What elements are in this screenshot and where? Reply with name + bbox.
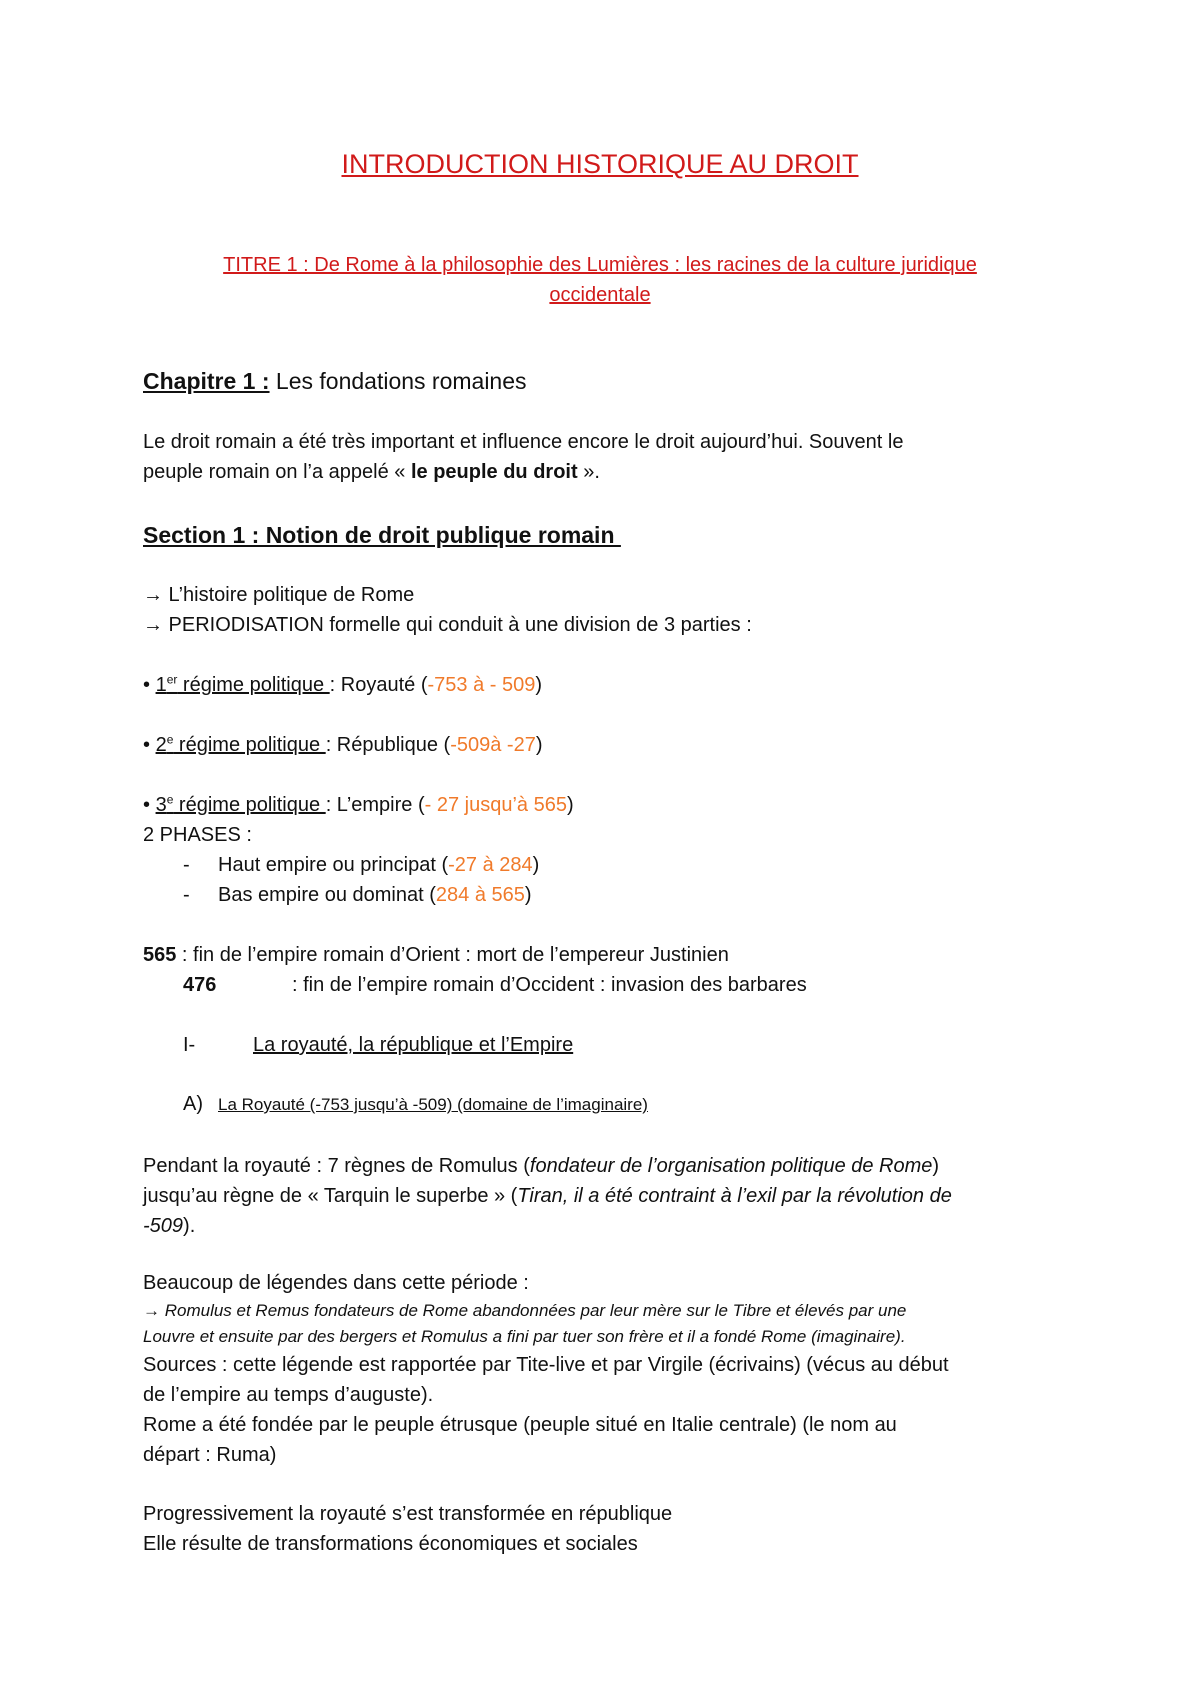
phase-1-dates: -27 à 284: [448, 854, 533, 876]
titre1-line1: TITRE 1 : De Rome à la philosophie des Lumières : les racines de la culture juridique: [223, 254, 977, 276]
bullet: •: [143, 674, 156, 696]
regime-2-dates: -509à -27: [450, 734, 536, 756]
sources-line3: Rome a été fondée par le peuple étrusque (peuple situé en Italie centrale) (le nom au: [143, 1414, 897, 1436]
chapter-text: Les fondations romaines: [269, 368, 527, 394]
regime-3-dates: - 27 jusqu’à 565: [424, 794, 567, 816]
heading-I-num: I-: [183, 1034, 196, 1056]
regime-3: • 3e régime politique : L’empire (- 27 jusqu’à 565): [143, 792, 574, 816]
fin-476: [183, 970, 216, 1000]
chapter-heading: [143, 364, 527, 398]
pendant-line2: jusqu’au règne de « Tarquin le superbe » (Tiran, il a été contraint à l’exil par la révolution de: [143, 1185, 952, 1207]
bullet: •: [143, 794, 156, 816]
sources-line2: de l’empire au temps d’auguste).: [143, 1384, 434, 1406]
regime-2-label: 2e régime politique: [155, 732, 326, 756]
intro-line2: [143, 457, 600, 487]
year-476: 476: [183, 974, 217, 996]
fin-565: 565 : fin de l’empire romain d’Orient : mort de l’empereur Justinien: [143, 944, 729, 966]
year-565: 565: [143, 944, 177, 966]
bullet: •: [143, 734, 156, 756]
legendes-title: Beaucoup de légendes dans cette période :: [143, 1272, 529, 1294]
heading-A-num: A): [183, 1093, 203, 1115]
dash: -: [183, 854, 190, 876]
phases-title: 2 PHASES :: [143, 824, 252, 846]
phase-2-dates: 284 à 565: [435, 884, 525, 906]
heading-A-text: La Royauté (-753 jusqu’à -509) (domaine de l’imaginaire): [218, 1095, 648, 1114]
pendant-line3: -509).: [143, 1215, 196, 1237]
regime-2: • 2e régime politique : République (-509à -27): [143, 732, 543, 756]
sources-line1: Sources : cette légende est rapportée par Tite-live et par Virgile (écrivains) (vécus au début: [143, 1354, 949, 1376]
pendant-italic-1: fondateur de l’organisation politique de Rome: [529, 1155, 933, 1177]
final-line1: Progressivement la royauté s’est transformée en république: [143, 1503, 673, 1525]
titre1-line2: occidentale: [549, 284, 651, 306]
pendant-italic-3: -509: [143, 1215, 184, 1237]
dash: -: [183, 884, 190, 906]
legendes-line2: Louvre et ensuite par des bergers et Romulus a fini par tuer son frère et il a fondé Rome (imaginaire).: [143, 1327, 906, 1346]
arrow-line-2: → PERIODISATION formelle qui conduit à une division de 3 parties :: [143, 614, 752, 636]
pendant-line1: Pendant la royauté : 7 règnes de Romulus (fondateur de l’organisation politique de Rome): [143, 1155, 940, 1177]
regime-1: • 1er régime politique : Royauté (-753 à - 509): [143, 672, 543, 696]
intro-line1: Le droit romain a été très important et influence encore le droit aujourd’hui. Souvent le: [143, 431, 904, 453]
intro-text-c: ».: [577, 461, 600, 483]
phase-2: - Bas empire ou dominat (284 à 565): [183, 884, 532, 906]
regime-1-dates: -753 à - 509: [427, 674, 536, 696]
arrow-line-1: → L’histoire politique de Rome: [143, 584, 415, 606]
final-line2: Elle résulte de transformations économiques et sociales: [143, 1533, 638, 1555]
regime-1-label: 1er régime politique: [155, 672, 330, 696]
intro-text-a: peuple romain on l’a appelé «: [143, 461, 411, 483]
chapter-label: Chapitre 1 :: [143, 368, 270, 394]
phase-1: - Haut empire ou principat (-27 à 284): [183, 854, 540, 876]
regime-3-label: 3e régime politique: [155, 792, 326, 816]
pendant-italic-2: Tiran, il a été contraint à l’exil par la révolution de: [517, 1185, 952, 1207]
heading-I-text: La royauté, la république et l’Empire: [253, 1034, 574, 1056]
fin-476-text: : fin de l’empire romain d’Occident : invasion des barbares: [292, 974, 807, 996]
legendes-line1: → Romulus et Remus fondateurs de Rome abandonnées par leur mère sur le Tibre et élevés par une: [143, 1301, 907, 1320]
section-heading: Section 1 : Notion de droit publique romain: [143, 522, 621, 548]
intro-emphasis: le peuple du droit: [410, 461, 578, 483]
sources-line4: départ : Ruma): [143, 1444, 277, 1466]
document-title: INTRODUCTION HISTORIQUE AU DROIT: [341, 149, 859, 179]
